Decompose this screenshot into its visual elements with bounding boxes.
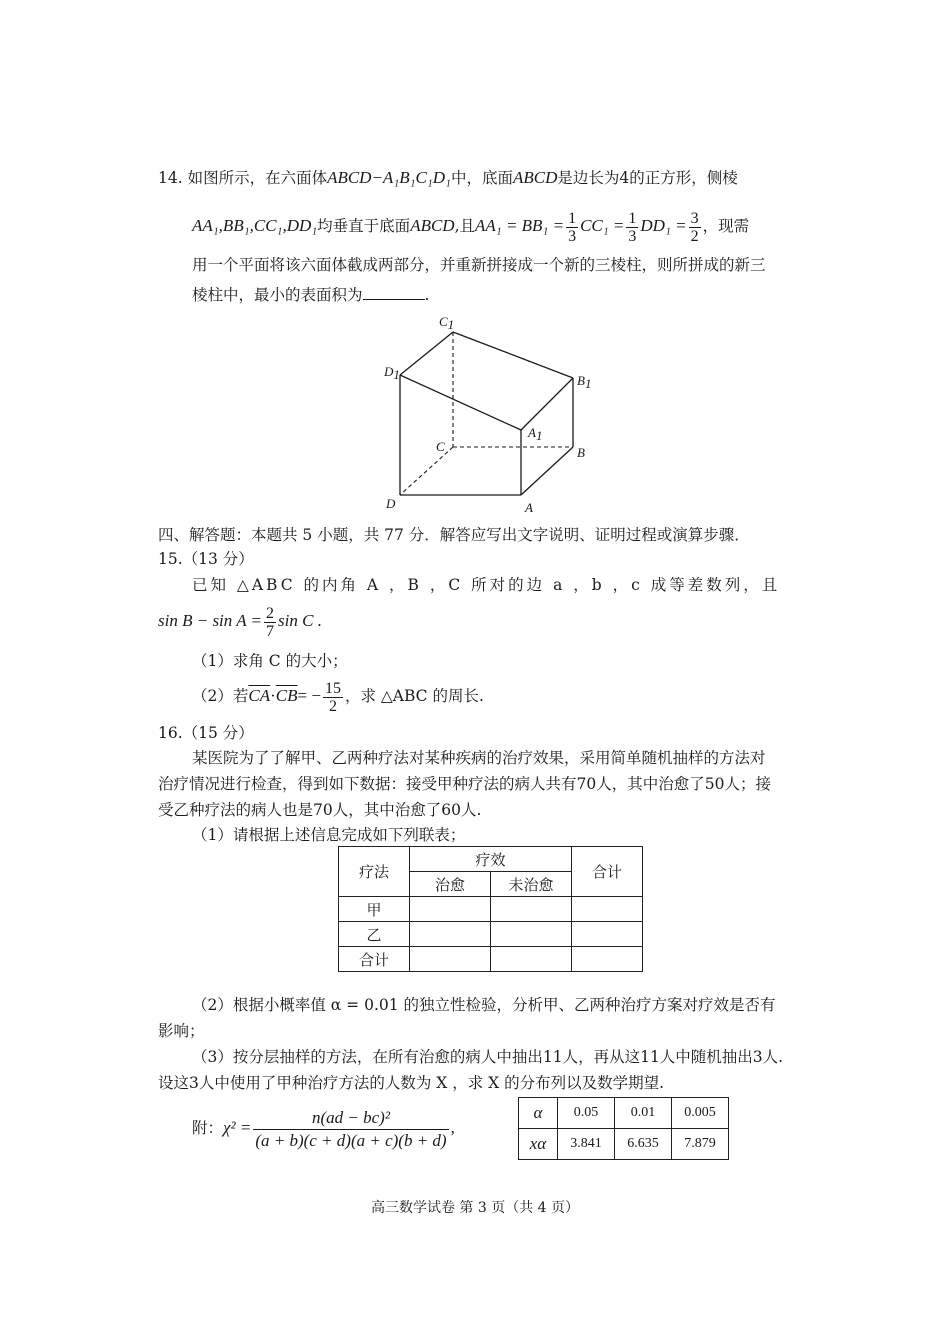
fraction: $\frac{2}{7}$ — [266, 604, 275, 640]
q16-line-1: 某医院为了了解甲、乙两种疗法对某种疾病的治疗效果，采用简单随机抽样的方法对 — [192, 749, 766, 767]
blank-cell — [572, 922, 643, 947]
fraction: $\frac{1}{3}$ — [568, 209, 577, 245]
q14-text: 均垂直于底面 — [317, 217, 411, 235]
blank-cell — [491, 922, 572, 947]
fraction: $\frac{\text{n(ad − bc)²}}{(a + b)(c + d)(a + c)(b + d)}$ — [255, 1107, 447, 1150]
q15-heading: 15.（13 分） — [158, 550, 254, 568]
label-b: B — [577, 445, 585, 460]
q15-part-2: （2）若$\overline{CA}\cdot\overline{CB}=$ − $\frac{15}{2}$ ，求 △ABC 的周长. — [192, 679, 484, 715]
q14-math: CC₁ = — [580, 216, 625, 235]
blank-cell — [572, 947, 643, 972]
table-row: 乙 — [339, 922, 643, 947]
q14-line-3: 用一个平面将该六面体截成两部分，并重新拼接成一个新的三棱柱，则所拼成的新三 — [192, 256, 766, 274]
contingency-table — [338, 846, 643, 972]
q14-math: ABCD — [410, 216, 455, 235]
q14-math: DD₁ = — [640, 216, 687, 235]
critical-value-table: α 0.05 0.01 0.005 xα 3.841 6.635 7.879 — [518, 1097, 729, 1160]
q15-line-1: 已知 △ABC 的内角 A ，B ，C 所对的边 a ，b ，c 成等差数列，且 — [192, 576, 781, 594]
header-method: 疗法 — [339, 847, 410, 897]
header-uncured: 未治愈 — [491, 872, 572, 897]
q14-line-1 — [158, 167, 738, 189]
fraction: $\frac{15}{2}$ — [324, 679, 341, 715]
header-total: 合计 — [572, 847, 643, 897]
section-heading: 四、解答题：本题共 5 小题，共 77 分．解答应写出文字说明、证明过程或演算步骤． — [158, 526, 750, 544]
label-a: A — [525, 500, 533, 515]
table-row: 合计 — [339, 947, 643, 972]
answer-blank — [363, 285, 425, 300]
label-d: D — [386, 496, 396, 511]
q14-text: 中，底面 — [450, 169, 513, 187]
q15-part-1: （1）求角 C 的大小； — [192, 652, 348, 670]
table-row: 甲 — [339, 897, 643, 922]
label-b1: B1 — [577, 373, 592, 391]
q14-text: ,且 — [454, 217, 476, 235]
hexahedron-figure — [380, 310, 600, 520]
q14-text: 棱柱中，最小的表面积为 — [192, 286, 363, 304]
chi-square-formula: 附：χ² = $\frac{\text{n(ad − bc)²}}{(a + b)(c + d)(a + c)(b + d)}$ , — [192, 1107, 455, 1150]
q16-part-1: （1）请根据上述信息完成如下列联表； — [192, 826, 466, 844]
q14-line-2 — [192, 208, 749, 245]
fraction: $\frac{3}{2}$ — [690, 209, 699, 245]
q14-line-4 — [192, 284, 429, 306]
page-footer: 高三数学试卷 第 3 页（共 4 页） — [370, 1200, 580, 1216]
q16-line-3: 受乙种疗法的病人也是70人，其中治愈了60人. — [158, 801, 482, 819]
q14-text: 14. 如图所示，在六面体 — [158, 169, 328, 187]
blank-cell — [491, 897, 572, 922]
header-cured: 治愈 — [410, 872, 491, 897]
q14-math: ABCD — [512, 168, 558, 187]
q14-math: ABCD−A₁B₁C₁D₁ — [327, 168, 451, 187]
blank-cell — [410, 922, 491, 947]
blank-cell — [572, 897, 643, 922]
label-a1: A1 — [528, 425, 543, 443]
q16-part-2-cont: 影响； — [158, 1022, 205, 1040]
q14-text: ，现需 — [702, 217, 750, 235]
fraction: $\frac{1}{3}$ — [628, 209, 637, 245]
blank-cell — [491, 947, 572, 972]
q16-part-3-cont: 设这3人中使用了甲种治疗方法的人数为 X ，求 X 的分布列以及数学期望. — [158, 1074, 665, 1092]
q14-text: . — [424, 286, 430, 304]
label-c1: C1 — [439, 314, 455, 332]
q16-line-2: 治疗情况进行检查，得到如下数据：接受甲种疗法的病人共有70人，其中治愈了50人；接 — [158, 775, 771, 793]
q14-text: 是边长为4的正方形，侧棱 — [557, 169, 738, 187]
q14-math: AA₁ = BB₁ = — [475, 216, 565, 235]
q16-part-2: （2）根据小概率值 α = 0.01 的独立性检验，分析甲、乙两种治疗方案对疗效是否有 — [192, 996, 776, 1014]
blank-cell — [410, 947, 491, 972]
header-effect: 疗效 — [410, 847, 572, 872]
q14-math: AA₁,BB₁,CC₁,DD₁ — [192, 216, 318, 235]
label-c: C — [436, 439, 445, 454]
q15-line-2: sin B − sin A = $\frac{2}{7}$ sin C . — [158, 604, 322, 640]
label-d1: D1 — [384, 364, 400, 382]
q16-heading: 16.（15 分） — [158, 724, 254, 742]
q16-part-3: （3）按分层抽样的方法，在所有治愈的病人中抽出11人，再从这11人中随机抽出3人. — [192, 1048, 784, 1066]
blank-cell — [410, 897, 491, 922]
